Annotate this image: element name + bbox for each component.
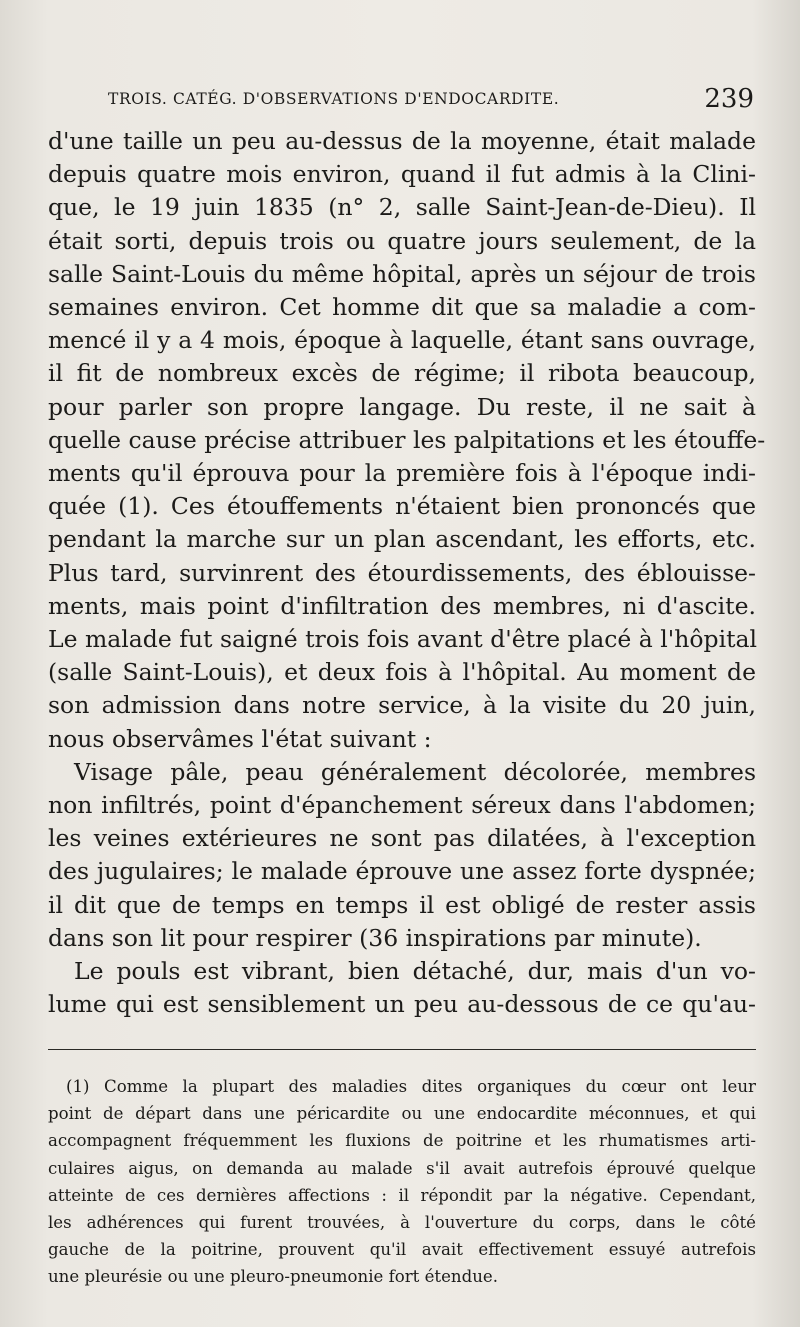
body-line: non infiltrés, point d'épanchement séreux dans l'abdomen; xyxy=(48,791,756,820)
body-line: Plus tard, survinrent des étourdissements, des éblouisse- xyxy=(48,558,756,587)
body-line: Le pouls est vibrant, bien détaché, dur, mais d'un vo- xyxy=(74,957,756,986)
footnote-line: point de départ dans une péricardite ou une endocardite méconnues, et qui xyxy=(48,1104,756,1124)
footnote-line: (1) Comme la plupart des maladies dites organiques du cœur ont leur xyxy=(66,1077,756,1096)
running-title: TROIS. CATÉG. D'OBSERVATIONS D'ENDOCARDITE. xyxy=(108,90,560,108)
page-number: 239 xyxy=(704,84,754,114)
body-line: il dit que de temps en temps il est obligé de rester assis xyxy=(48,890,756,919)
body-line: était sorti, depuis trois ou quatre jours seulement, de la xyxy=(48,226,756,255)
body-line: mencé il y a 4 mois, époque à laquelle, étant sans ouvrage, xyxy=(48,326,756,355)
footnote-line: une pleurésie ou une pleuro-pneumonie fort étendue. xyxy=(48,1267,499,1287)
body-line: salle Saint-Louis du même hôpital, après un séjour de trois xyxy=(48,259,756,288)
body-line: Le malade fut saigné trois fois avant d'être placé à l'hôpital xyxy=(48,625,758,654)
body-line: que, le 19 juin 1835 (n° 2, salle Saint-Jean-de-Dieu). Il xyxy=(48,193,756,222)
body-line: dans son lit pour respirer (36 inspirations par minute). xyxy=(48,923,702,952)
body-line: son admission dans notre service, à la visite du 20 juin, xyxy=(48,691,756,720)
body-line: ments, mais point d'infiltration des membres, ni d'ascite. xyxy=(48,591,756,620)
body-line: les veines extérieures ne sont pas dilatées, à l'exception xyxy=(48,824,756,853)
main-text xyxy=(48,125,766,1021)
footnote-line: les adhérences qui furent trouvées, à l'ouverture du corps, dans le côté xyxy=(48,1213,756,1233)
body-line: il fit de nombreux excès de régime; il ribota beaucoup, xyxy=(48,359,756,388)
body-line: pour parler son propre langage. Du reste, il ne sait à xyxy=(48,392,756,421)
footnote-line: atteinte de ces dernières affections : il répondit par la négative. Cependant, xyxy=(48,1185,756,1205)
body-line: pendant la marche sur un plan ascendant, les efforts, etc. xyxy=(48,525,756,554)
footnote xyxy=(48,1073,756,1291)
body-line: (salle Saint-Louis), et deux fois à l'hôpital. Au moment de xyxy=(48,658,756,687)
footnote-line: gauche de la poitrine, prouvent qu'il avait effectivement essuyé autrefois xyxy=(48,1240,756,1260)
body-line: quée (1). Ces étouffements n'étaient bien prononcés que xyxy=(48,492,756,521)
footnote-line: culaires aigus, on demanda au malade s'il avait autrefois éprouvé quelque xyxy=(48,1158,756,1178)
body-line: des jugulaires; le malade éprouve une assez forte dyspnée; xyxy=(48,857,756,886)
footnote-line: accompagnent fréquemment les fluxions de poitrine et les rhumatismes arti- xyxy=(48,1131,756,1151)
body-line: Visage pâle, peau généralement décolorée, membres xyxy=(74,757,756,786)
body-line: ments qu'il éprouva pour la première fois à l'époque indi- xyxy=(48,459,756,488)
body-line: depuis quatre mois environ, quand il fut admis à la Clini- xyxy=(48,160,756,189)
body-line: d'une taille un peu au-dessus de la moyenne, était malade xyxy=(48,127,756,155)
running-head xyxy=(100,84,760,118)
body-line: lume qui est sensiblement un peu au-dessous de ce qu'au- xyxy=(48,990,756,1019)
body-line: quelle cause précise attribuer les palpitations et les étouffe- xyxy=(48,425,766,454)
footnote-rule xyxy=(48,1049,756,1050)
body-line: nous observâmes l'état suivant : xyxy=(48,724,432,753)
body-line: semaines environ. Cet homme dit que sa maladie a com- xyxy=(48,293,756,322)
